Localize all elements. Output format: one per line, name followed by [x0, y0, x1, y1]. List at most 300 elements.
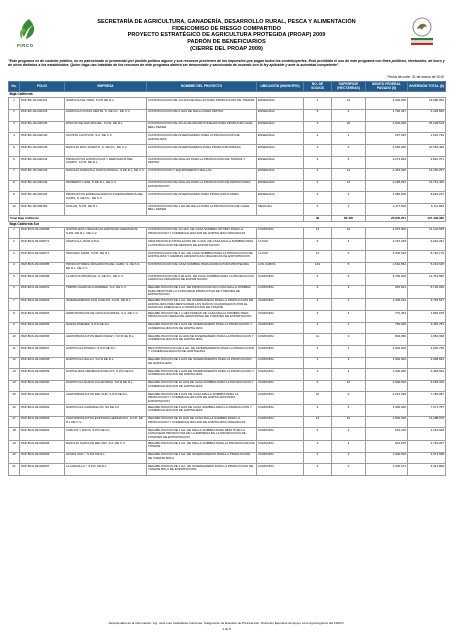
row-project: CONSTRUCCION DE 3 HA DE MALLA PARA LA PRODUCCION DE CHILE BELL PEPER: [147, 204, 257, 216]
row-number: 17: [9, 416, 20, 428]
row-federal-amount: 4,650,000: [366, 145, 408, 157]
row-total-investment: 2,794,297: [408, 440, 446, 452]
row-project: CONSTRUCCION DE 10 HAS. DE CASA SOMBRA OPTIMIT PARA LA PRODUCCION Y COMERCIALIZACION DE HORTALIZAS ORGANICAS: [147, 227, 257, 239]
row-partners: 3: [304, 452, 332, 464]
row-federal-amount: 2,291,099: [366, 392, 408, 405]
row-total-investment: 2,146,928: [408, 428, 446, 441]
row-project: CONSTRUCCION DE 5.00 HAS. DE CASA SOMBRA PARA LA PRODUCCION AGRICOLA ORGANICA DE EXPORTACION: [147, 274, 257, 286]
row-folio: PAP-BC-09-000133: [20, 109, 65, 121]
row-folio: PAP-BC-09-000144: [20, 157, 65, 169]
row-municipality: COMONDU: [257, 322, 304, 334]
row-total-investment: 6,711,849: [408, 204, 446, 216]
table-row: [9, 380, 446, 392]
row-federal-amount: 4,200,000: [366, 98, 408, 110]
row-municipality: ENSENADA: [257, 133, 304, 145]
row-project: CONSTRUCCION Y EQUIPAMIENTO MALLAS: [147, 168, 257, 180]
row-number: 6: [9, 285, 20, 298]
header-project: PROYECTO ESTRATÉGICO DE AGRICULTURA PROTEGIDA (PROAP) 2009: [127, 32, 326, 39]
table-row: [9, 311, 446, 323]
row-municipality: LA PAZ: [257, 239, 304, 251]
row-company: AGROPRODUCTOS MERCONCEY, S.P.R DE R.L.: [65, 334, 147, 346]
row-company: HIDROPONICOS DE OJOCALIFORNIA, S.A. DE C.V.: [65, 311, 147, 323]
row-company: TIMPRO AGRICOLA RAMIREZ, S.A. DE C.V.: [65, 285, 147, 298]
row-federal-amount: 2,238,991: [366, 180, 408, 192]
row-federal-amount: 4,075,000: [366, 227, 408, 239]
row-folio: PAP-BC-09-000132: [20, 168, 65, 180]
row-project: REHABILITACION DE 1.1 HECTAREAS DE CASA MALLA SOMBRA PARA PRODUCCION SEDIANTE HIDROPONIA DE TOMATES DE EXPORTACION: [147, 311, 257, 323]
row-company: AGRICOLA COSTA OESTE, S. DE R.L. DE C.V: [65, 109, 147, 121]
header-trust: FIDEICOMISO DE RIESGO COMPARTIDO: [172, 25, 281, 32]
row-federal-amount: 2,500,000: [366, 380, 408, 392]
row-number: 20: [9, 452, 20, 464]
row-number: 21: [9, 464, 20, 476]
row-number: 6: [9, 157, 20, 169]
document-footer: [0, 621, 453, 632]
row-municipality: COMONDU: [257, 285, 304, 298]
row-municipality: COMONDU: [257, 392, 304, 405]
row-company: HORTICOLA NUEVA CALIFORNIA, S.P.R DE R.L.: [65, 380, 147, 392]
row-project: REHABILITACION DE 2 HA. DE INVERNADERO PARA LA PRODUCCION DE HORTALIZAS PARA RESTAURAR LOS DAÑOS OCASIONADOS POR EL HURACAN JIMENA EN LA PRODUCCION DE TOMATE: [147, 298, 257, 311]
total-superficie: 83.400: [332, 216, 366, 222]
row-municipality: LA PAZ: [257, 251, 304, 263]
row-project: CONSTRUCCION DE MALLAS PARA LA PRODUCCION DE TOMATE Y PEPINO: [147, 157, 257, 169]
row-total-investment: 8,740,179: [408, 251, 446, 263]
row-federal-amount: 1,200,000: [366, 369, 408, 381]
row-partners: 3: [304, 311, 332, 323]
row-number: 18: [9, 428, 20, 441]
row-total-investment: 15,751,462: [408, 180, 446, 192]
row-project: REHABILITACION DE 11 HAS DE INVERNADERO PARA LA PRODUCCION Y COMERCIALIZACION DE HORTALIZAS: [147, 334, 257, 346]
row-area: 5: [332, 405, 366, 417]
row-folio: PAP-BCS-09-000065: [20, 440, 65, 452]
row-project: REHABILITACION DE 3 HA. DE MALLA SOMBRA PARA LA PRODUCCION DE TOMATE: [147, 440, 257, 452]
row-total-investment: 7,155,987: [408, 392, 446, 405]
row-number: 16: [9, 405, 20, 417]
row-federal-amount: 1,640,862: [366, 262, 408, 274]
row-partners: 8: [304, 109, 332, 121]
row-folio: PAP-BCS-09-000077: [20, 251, 65, 263]
row-folio: PAP-BC-09-000140: [20, 133, 65, 145]
row-folio: PAP-BCS-09-000085: [20, 262, 65, 274]
row-total-investment: 20,554,490: [408, 145, 446, 157]
legal-disclaimer: "Este programa es de carácter público, no es patrocinado ni promovido por partido político alguno y sus recursos provienen de los impuestos que pagan todos los contribuyentes. Está prohibido el uso de este programa con fines políticos, electorales, de lucro y de otros distintos a los establecidos. Quien haga uso indebido de los recursos de este programa deberá ser denunciado y sancionado de acuerdo con la ley aplicable y ante la autoridad competente".: [8, 59, 445, 68]
table-header-row: [9, 82, 446, 92]
row-project: REHABILITACION DE 2 HA. DE MALLA SOMBRA PARA RESTITUIR LA CAPACIDAD PRODUCTIVA DE LA EMPRESA EN LA PRODUCCION DE TOMATES DE EXPORTACION: [147, 428, 257, 441]
row-total-investment: 6,648,326: [408, 380, 446, 392]
row-project: CONSTRUCCION DE 6 HAS DE MALLA PARA PEPINO: [147, 109, 257, 121]
table-row: [9, 345, 446, 357]
document-header: [70, 19, 383, 53]
table-row: [9, 145, 446, 157]
row-number: 13: [9, 369, 20, 381]
row-partners: 10: [304, 392, 332, 405]
row-number: 10: [9, 204, 20, 216]
table-row: [9, 227, 446, 239]
row-partners: 6: [304, 285, 332, 298]
row-folio: PAP-BCS-09-000051: [20, 285, 65, 298]
row-partners: 3: [304, 345, 332, 357]
table-row: [9, 357, 446, 369]
table-row: [9, 285, 446, 298]
row-number: 11: [9, 345, 20, 357]
row-partners: 6: [304, 239, 332, 251]
row-total-investment: 1,866,968: [408, 334, 446, 346]
col-header: No.: [9, 82, 20, 92]
page-number: 1 de 5: [222, 626, 231, 631]
row-folio: PAP-BCS-09-000054: [20, 311, 65, 323]
row-area: 5: [332, 251, 366, 263]
cutoff-date: Fecha de corte: 31 de marzo de 2010: [387, 75, 444, 79]
row-number: 7: [9, 298, 20, 311]
row-municipality: ENSENADA: [257, 157, 304, 169]
row-company: RANCHO SANTA FE DEL RIO, S.A. DE C.V.: [65, 440, 147, 452]
row-federal-amount: 645,921: [366, 285, 408, 298]
header-subtitle: (CIERRE DEL PROAP 2009): [190, 45, 263, 52]
row-total-investment: 12,351,555: [408, 274, 446, 286]
row-company: HORTALIZAS HERMANOS FELIX'S, S.P.R DE R.L.: [65, 369, 147, 381]
row-federal-amount: 1,796,467: [366, 109, 408, 121]
row-area: 9: [332, 392, 366, 405]
row-total-investment: 15,288,978: [408, 416, 446, 428]
row-federal-amount: 2,197,318: [366, 239, 408, 251]
row-area: 1: [332, 133, 366, 145]
row-municipality: ENSENADA: [257, 109, 304, 121]
row-federal-amount: 750,000: [366, 322, 408, 334]
row-partners: 3: [304, 440, 332, 452]
table-row: [9, 405, 446, 417]
row-total-investment: 9,891,371: [408, 157, 446, 169]
total-monto: 25,840,351: [366, 216, 408, 222]
row-company: RANCHO DON JUANITO, S. DE R.L. DE C.V.: [65, 145, 147, 157]
row-project: REHABILITACION DE 10 HAS DE CASA SOMBRA PARA LA PRODUCCION Y COMERCIALIZACION DE HORTALIZAS: [147, 380, 257, 392]
table-row: [9, 262, 446, 274]
col-header: MONTO FEDERAL PAGADO ($): [366, 82, 408, 92]
row-area: 4: [332, 239, 366, 251]
col-header: NOMBRE DEL PROYECTO: [147, 82, 257, 92]
row-area: 10: [332, 416, 366, 428]
row-total-investment: 3,974,568: [408, 452, 446, 464]
section-label: Baja California: [9, 92, 33, 96]
row-area: 10: [332, 380, 366, 392]
mexico-eagle-seal-icon: [405, 16, 439, 46]
row-number: 2: [9, 239, 20, 251]
row-area: 3: [332, 369, 366, 381]
row-partners: 12: [304, 251, 332, 263]
row-municipality: COMONDU: [257, 334, 304, 346]
row-area: 3: [332, 452, 366, 464]
row-federal-amount: 1,500,000: [366, 357, 408, 369]
row-area: 2: [332, 298, 366, 311]
table-row: [9, 239, 446, 251]
total-inversion: 127,439,380: [408, 216, 446, 222]
row-company: HORTICOLA CAMARILLOS, SA DE CV: [65, 405, 147, 417]
table-row: [9, 322, 446, 334]
row-folio: PAP-BCS-09-000058: [20, 357, 65, 369]
table-row: [9, 251, 446, 263]
col-header: EMPRESA: [65, 82, 147, 92]
row-folio: PAP-BCS-09-000064: [20, 428, 65, 441]
row-area: 20: [332, 121, 366, 133]
row-company: PRODUCTOS HORTICOLAS Y DERIVADOS DEL CAMPO, S.P.R. DE R.L: [65, 157, 147, 169]
row-federal-amount: 2,454,930: [366, 168, 408, 180]
section-label: Baja California Sur: [9, 221, 39, 226]
row-number: 3: [9, 121, 20, 133]
row-folio: PAP-BC-09-000135: [20, 121, 65, 133]
row-total-investment: 3,998,842: [408, 357, 446, 369]
row-municipality: COMONDU: [257, 428, 304, 441]
row-number: 1: [9, 227, 20, 239]
col-header: SUPERFICIE (HECTÁREAS): [332, 82, 366, 92]
row-federal-amount: 1,000,000: [366, 452, 408, 464]
row-number: 5: [9, 274, 20, 286]
table-row: [9, 440, 446, 452]
row-area: 12: [332, 168, 366, 180]
row-folio: PAP-BCS-09-000057: [20, 345, 65, 357]
row-federal-amount: 802,050: [366, 334, 408, 346]
row-federal-amount: 1,980,000: [366, 192, 408, 204]
row-company: PRODUCTOS ESPECIALIZADOS INVERNADEROS DEL OASIS, S. DE R.L. DE C.V.: [65, 192, 147, 204]
total-label: Total Baja California: [9, 216, 304, 222]
row-partners: 5: [304, 204, 332, 216]
row-project: CONSTRUCCION DE 5 HA. DE CASA SOMBRA PARA LA PRODUCCION DE HORTALIZAS Y HIERBAS AROMATICAS ORGANICAS DE EXPORTACION: [147, 251, 257, 263]
table-row: [9, 98, 446, 110]
row-federal-amount: 2,274,829: [366, 157, 408, 169]
table-row: [9, 428, 446, 441]
row-project: REHABILITACION DE 3 HA. DE PRODUCCION EN CASA MALLA SOMBRA PARA RESTITUIR LA CAPACIDAD PRODUCTIVA DE TOMATES DE EXPORTACION: [147, 285, 257, 298]
row-number: 4: [9, 262, 20, 274]
row-number: 1: [9, 98, 20, 110]
row-folio: PAP-BCS-09-000058: [20, 274, 65, 286]
row-partners: 2: [304, 133, 332, 145]
row-partners: 3: [304, 145, 332, 157]
row-total-investment: 14,250,257: [408, 168, 446, 180]
row-area: 3: [332, 345, 366, 357]
table-row: [9, 274, 446, 286]
row-partners: 3: [304, 298, 332, 311]
row-folio: PAP-BC-09-000139: [20, 180, 65, 192]
row-folio: PAP-BCS-09-000060: [20, 380, 65, 392]
table-row: [9, 452, 446, 464]
row-project: CONSTRUCCION DE INVERNADERO PARA LA PRODUCCION DE HORTALIZAS: [147, 133, 257, 145]
row-total-investment: 8,736,096: [408, 285, 446, 298]
row-company: AVILES SUN ", S.P.R DE R.L: [65, 452, 147, 464]
row-partners: 143: [304, 262, 332, 274]
row-federal-amount: 1,000,974: [366, 464, 408, 476]
row-project: REHABILITACION DE 5 HAS DE CASA SOMBRA PARA LA PRODUCCION Y COMERCIALIZACION DE HORTALIZAS: [147, 405, 257, 417]
table-row: [9, 180, 446, 192]
row-company: ACOSTA CULTIVOS, S.A. DE C.V.: [65, 133, 147, 145]
row-partners: 13: [304, 227, 332, 239]
row-folio: PAP-BCS-09-000066: [20, 452, 65, 464]
row-project: REHABILITACION DE 3 HAS DE INVERNADEROS PARA LA PRODUCCION Y COMERCIALIZACION DE HORTALIZAS: [147, 369, 257, 381]
row-project: CONSTRUCCION DE 20 HA DE MACROTUNELES PARA PRODUCIR CHILE BELL PEPER: [147, 121, 257, 133]
table-row: [9, 192, 446, 204]
row-municipality: COMONDU: [257, 405, 304, 417]
row-project: CONSTRUCCION DE INVERNADERO PARA PRODUCIR FLORES: [147, 192, 257, 204]
row-municipality: MEXICALI: [257, 204, 304, 216]
row-total-investment: 3,013,808: [408, 464, 446, 476]
row-company: LA GRAVILLA ", S.P.R. DE R.L: [65, 464, 147, 476]
row-number: 8: [9, 311, 20, 323]
row-area: 14: [332, 98, 366, 110]
row-federal-amount: 4,500,000: [366, 121, 408, 133]
row-municipality: ENSENADA: [257, 121, 304, 133]
row-federal-amount: 1,477,509: [366, 204, 408, 216]
row-municipality: ENSENADA: [257, 98, 304, 110]
row-municipality: COMONDU: [257, 357, 304, 369]
row-area: 3: [332, 440, 366, 452]
row-area: 3: [332, 204, 366, 216]
row-total-investment: 1,893,978: [408, 311, 446, 323]
row-federal-amount: 642,576: [366, 440, 408, 452]
row-project: REHABILITACION DE 2 HA. DE INVERNADERO PARA LA PRODUCCION DE TOMATE BOLA DE EXPORTACION: [147, 464, 257, 476]
row-company: RANCHO AGRICOLA SANTA MONICA, S.DE R.L. DE C.V.: [65, 168, 147, 180]
row-number: 4: [9, 133, 20, 145]
row-number: 9: [9, 322, 20, 334]
col-header: FOLIO: [20, 82, 65, 92]
row-municipality: COMONDU: [257, 380, 304, 392]
table-row: [9, 334, 446, 346]
row-area: 4: [332, 192, 366, 204]
row-company: HORTALIZAS ORGANICAS ESPINOZA HERMANOS, S.P.R. DE R.L. DE C.V.: [65, 227, 147, 239]
row-municipality: COMONDU: [257, 227, 304, 239]
row-project: CONSTRUCCION DE MALLAS PARA LA PRODUCCION DE PEPINO PARA EXPORTACION: [147, 180, 257, 192]
row-municipality: COMONDU: [257, 369, 304, 381]
row-municipality: ENSENADA: [257, 192, 304, 204]
row-company: AGRICOLA JANIA S.P.R.: [65, 239, 147, 251]
row-folio: PAP-BCS-09-000063: [20, 416, 65, 428]
row-folio: PAP-BCS-09-000055: [20, 322, 65, 334]
row-company: INVERNADEROS SAN CARLOS, S.P.R. DE R.L.: [65, 298, 147, 311]
row-municipality: ENSENADA: [257, 180, 304, 192]
row-federal-amount: 267,625: [366, 133, 408, 145]
row-total-investment: 8,819,237: [408, 192, 446, 204]
row-area: 10: [332, 227, 366, 239]
row-federal-amount: 1,500,000: [366, 405, 408, 417]
row-area: 6: [332, 109, 366, 121]
row-total-investment: 5,468,693: [408, 369, 446, 381]
table-row: [9, 369, 446, 381]
row-federal-amount: 2,500,000: [366, 416, 408, 428]
firco-logo-text: FIRCO: [17, 43, 34, 48]
row-project: REHABILITACION DE 10 HAS DE CASA MALLA SOMBRA PARA LA PRODUCCION Y COMERCIALIZACION DE HORTALIZAS ORGANICAS: [147, 416, 257, 428]
row-total-investment: 1,001,729: [408, 133, 446, 145]
row-total-investment: 5,216,625: [408, 262, 446, 274]
row-folio: PAP-BC-09-000125: [20, 192, 65, 204]
row-federal-amount: 1,000,000: [366, 345, 408, 357]
row-total-investment: 6,148,666: [408, 109, 446, 121]
table-row: [9, 133, 446, 145]
row-number: 8: [9, 180, 20, 192]
row-partners: 3: [304, 121, 332, 133]
row-partners: 11: [304, 334, 332, 346]
row-folio: PAP-BCS-09-000053: [20, 298, 65, 311]
row-company: LA REYNA PRODUCE, S. DE R.L. DE C.V.: [65, 274, 147, 286]
row-area: 4: [332, 311, 366, 323]
row-partners: 3: [304, 157, 332, 169]
row-number: 5: [9, 145, 20, 157]
row-company: OCILAN, S.P.R. DE R.L.: [65, 204, 147, 216]
footer-responsible: Responsable de la información: Ing. José Luis Castañeda Contreras, Subgerente de Estudios de Preinversión, Dirección Ejecutiva de Apoyo a los Agronegocios del FIRCO.: [108, 621, 345, 625]
row-municipality: COMONDU: [257, 311, 304, 323]
table-row: [9, 464, 446, 476]
row-municipality: COMONDU: [257, 464, 304, 476]
row-area: 2: [332, 428, 366, 441]
table-row: [9, 416, 446, 428]
row-partners: 3: [304, 168, 332, 180]
row-folio: PAP-BCS-09-000088: [20, 227, 65, 239]
row-number: 9: [9, 192, 20, 204]
row-company: NUEVA JIMENEZ, S.P.R DE R.L.: [65, 322, 147, 334]
row-area: 12: [332, 180, 366, 192]
row-number: 14: [9, 380, 20, 392]
row-company: ORGANIC FARM, S.P.R. DE R.L.: [65, 251, 147, 263]
row-municipality: COMONDU: [257, 345, 304, 357]
row-number: 10: [9, 334, 20, 346]
row-partners: 5: [304, 380, 332, 392]
row-area: 5: [332, 274, 366, 286]
row-partners: 4: [304, 98, 332, 110]
row-project: CONSTRUCCION DE INVERNADEROS PARA PRODUCIR FRESAS: [147, 145, 257, 157]
row-total-investment: 25,229,518: [408, 121, 446, 133]
table-row: [9, 204, 446, 216]
row-partners: 3: [304, 405, 332, 417]
row-municipality: COMONDU: [257, 440, 304, 452]
row-project: CONSTRUCCION DE CASA SOMBRA PARA AGRICULTURA PROTEGIDA: [147, 262, 257, 274]
row-company: AGROPRODUCTOS ESPINOZA HERMANOS, S.P.R. DE R.L DE C.V.: [65, 416, 147, 428]
row-folio: PAP-BC-09-000131: [20, 98, 65, 110]
row-project: RECONSTRUCCION DE 3 HA. DE INVERNADEROS PARA LA PRODUCCION Y COMERCIALIZACION DE HORTALIZAS: [147, 345, 257, 357]
col-header: UBICACIÓN (MUNICIPIO): [257, 82, 304, 92]
row-folio: PAP-BCS-09-000067: [20, 464, 65, 476]
row-total-investment: 13,144,565: [408, 227, 446, 239]
row-area: 3: [332, 357, 366, 369]
row-area: 2: [332, 322, 366, 334]
row-company: CARLOS Y HNOS, S.P.R DE R.L: [65, 428, 147, 441]
row-folio: PAP-BC-09-000159: [20, 204, 65, 216]
table-row: [9, 157, 446, 169]
row-folio: PAP-BCS-09-000062: [20, 405, 65, 417]
row-federal-amount: 770,464: [366, 311, 408, 323]
total-socios: 38: [304, 216, 332, 222]
row-total-investment: 9,292,261: [408, 239, 446, 251]
row-area: 3: [332, 334, 366, 346]
table-row: [9, 109, 446, 121]
row-area: 5: [332, 262, 366, 274]
row-folio: PAP-BC-09-000136: [20, 145, 65, 157]
row-municipality: ENSENADA: [257, 145, 304, 157]
row-municipality: COMONDU: [257, 298, 304, 311]
row-project: REHABILITACION DE 9 HAS DE CASA MALLA SOMBRA PARA LA PRODUCCION Y COMERCIALIZACION DE HORTALIZAS PARA EXPORTACION: [147, 392, 257, 405]
row-area: 6: [332, 145, 366, 157]
header-title: PADRÓN DE BENEFICIARIOS: [187, 39, 266, 46]
row-area: 2: [332, 464, 366, 476]
col-header: INVERSIÓN TOTAL ($): [408, 82, 446, 92]
row-federal-amount: 1,405,222: [366, 298, 408, 311]
row-partners: 3: [304, 428, 332, 441]
row-number: 15: [9, 392, 20, 405]
table-body: [9, 92, 446, 476]
header-ministry: SECRETARÍA DE AGRICULTURA, GANADERÍA, DESARROLLO RURAL, PESCA Y ALIMENTACIÓN: [97, 19, 356, 25]
row-folio: PAP-BCS-09-000061: [20, 392, 65, 405]
row-partners: 3: [304, 464, 332, 476]
firco-leaf-logo-icon: [14, 16, 44, 46]
row-federal-amount: 643,416: [366, 428, 408, 441]
row-municipality: COMONDU: [257, 416, 304, 428]
row-total-investment: 4,290,795: [408, 345, 446, 357]
row-partners: 5: [304, 274, 332, 286]
row-partners: 4: [304, 180, 332, 192]
